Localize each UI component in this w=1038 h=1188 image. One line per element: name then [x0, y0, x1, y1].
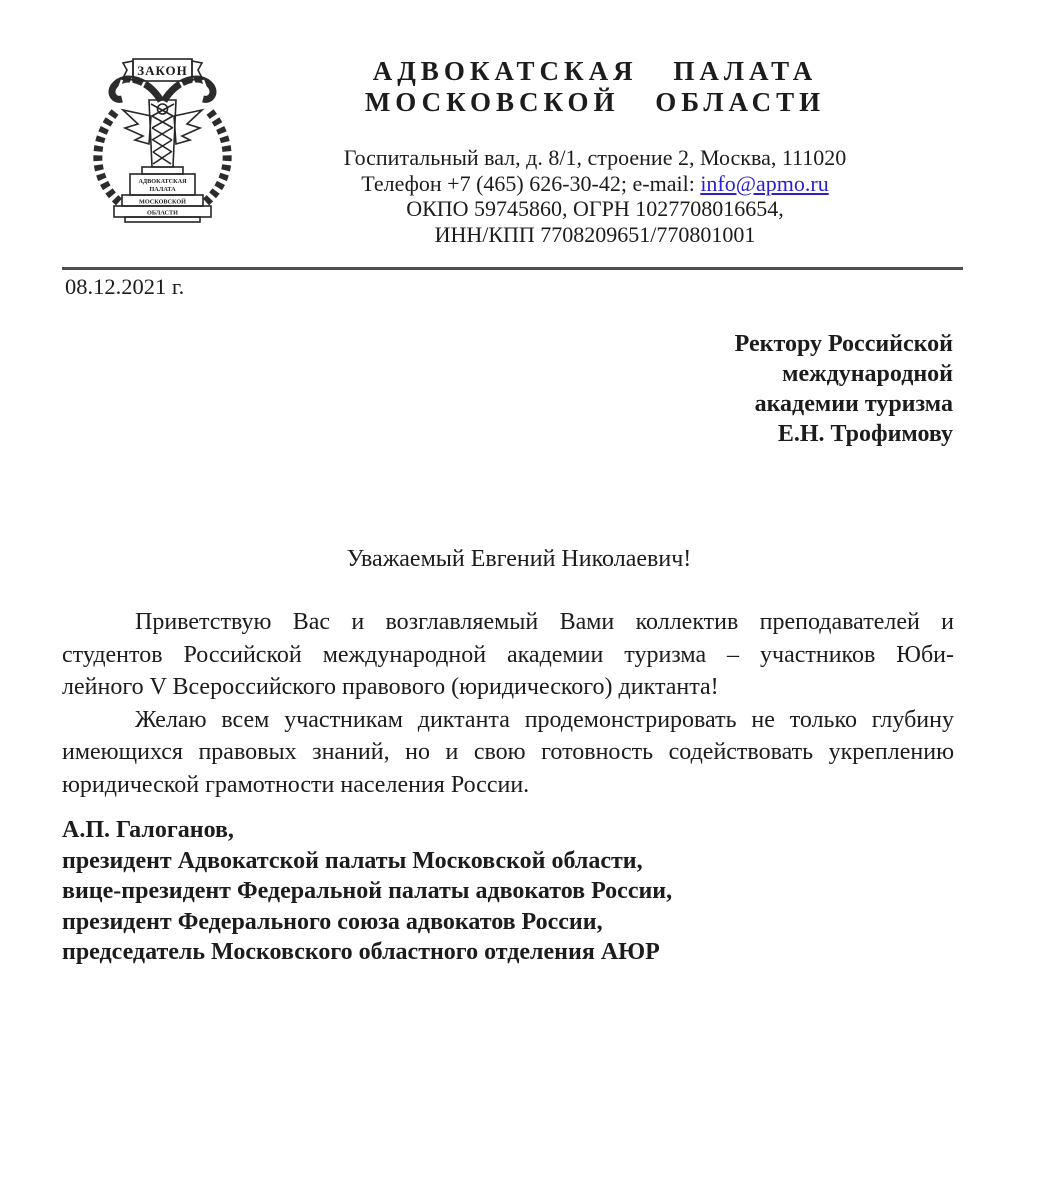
body-line: юридической грамотности населения России. [62, 771, 530, 798]
banner-text: ЗАКОН [137, 63, 188, 78]
signature-line: вице-президент Федеральной палаты адвокатов России, [62, 878, 673, 904]
signature-line: президент Адвокатской палаты Московской области, [62, 847, 643, 874]
phone-text: Телефон +7 (465) 626-30-42; e-mail: [361, 170, 701, 196]
signature-line: А.П. Галоганов, [62, 817, 234, 843]
letterhead [248, 56, 942, 247]
pedestal-text-4: ОБЛАСТИ [147, 209, 178, 217]
letter-date: 08.12.2021 г. [65, 274, 185, 299]
apmo-emblem-logo [85, 54, 240, 224]
signature-block [62, 815, 672, 968]
org-phone-email [248, 171, 942, 197]
recipient-line: Ректору Российской [734, 331, 953, 357]
header-divider [62, 267, 963, 270]
recipient-line: Е.Н. Трофимову [777, 421, 953, 447]
email-link[interactable]: info@apmo.ru [700, 170, 829, 196]
org-inn-kpp: ИНН/КПП 7708209651/770801001 [434, 221, 756, 247]
column-shaft-icon [149, 100, 176, 167]
wings-icon [123, 110, 202, 144]
recipient-line: академии туризма [754, 391, 953, 417]
body-line: лейного V Всероссийского правового (юридического) диктанта! [62, 674, 719, 700]
pedestal-icon [114, 167, 211, 222]
salutation: Уважаемый Евгений Николаевич! [346, 546, 692, 572]
signature-line: президент Федерального союза адвокатов России, [62, 908, 603, 935]
recipient-block [735, 329, 953, 449]
recipient-line: международной [782, 361, 953, 387]
body-line: имеющихся правовых знаний, но и свою готовность содействовать укреплению [62, 739, 954, 765]
pedestal-text-1: АДВОКАТСКАЯ [138, 178, 187, 185]
org-okpo-ogrn: ОКПО 59745860, ОГРН 1027708016654, [406, 196, 784, 221]
signature-line: председатель Московского областного отделения АЮР [62, 939, 660, 965]
paragraph-1 [62, 606, 954, 704]
pedestal-text-3: МОСКОВСКОЙ [139, 198, 186, 206]
org-name-line2: МОСКОВСКОЙ ОБЛАСТИ [364, 87, 826, 117]
body-line: Желаю всем участникам диктанта продемонстрировать не только глубину [135, 706, 954, 733]
body-line: студентов Российской международной академии туризма – участников Юби- [62, 641, 954, 668]
org-name-line1: АДВОКАТСКАЯ ПАЛАТА [372, 56, 818, 86]
pedestal-text-2: ПАЛАТА [149, 186, 176, 193]
letter-body [62, 606, 954, 801]
body-line: Приветствую Вас и возглавляемый Вами коллектив преподавателей и [135, 609, 954, 635]
org-contacts [248, 145, 942, 247]
paragraph-2 [62, 704, 954, 802]
org-address: Госпитальный вал, д. 8/1, строение 2, Москва, 111020 [343, 145, 847, 170]
